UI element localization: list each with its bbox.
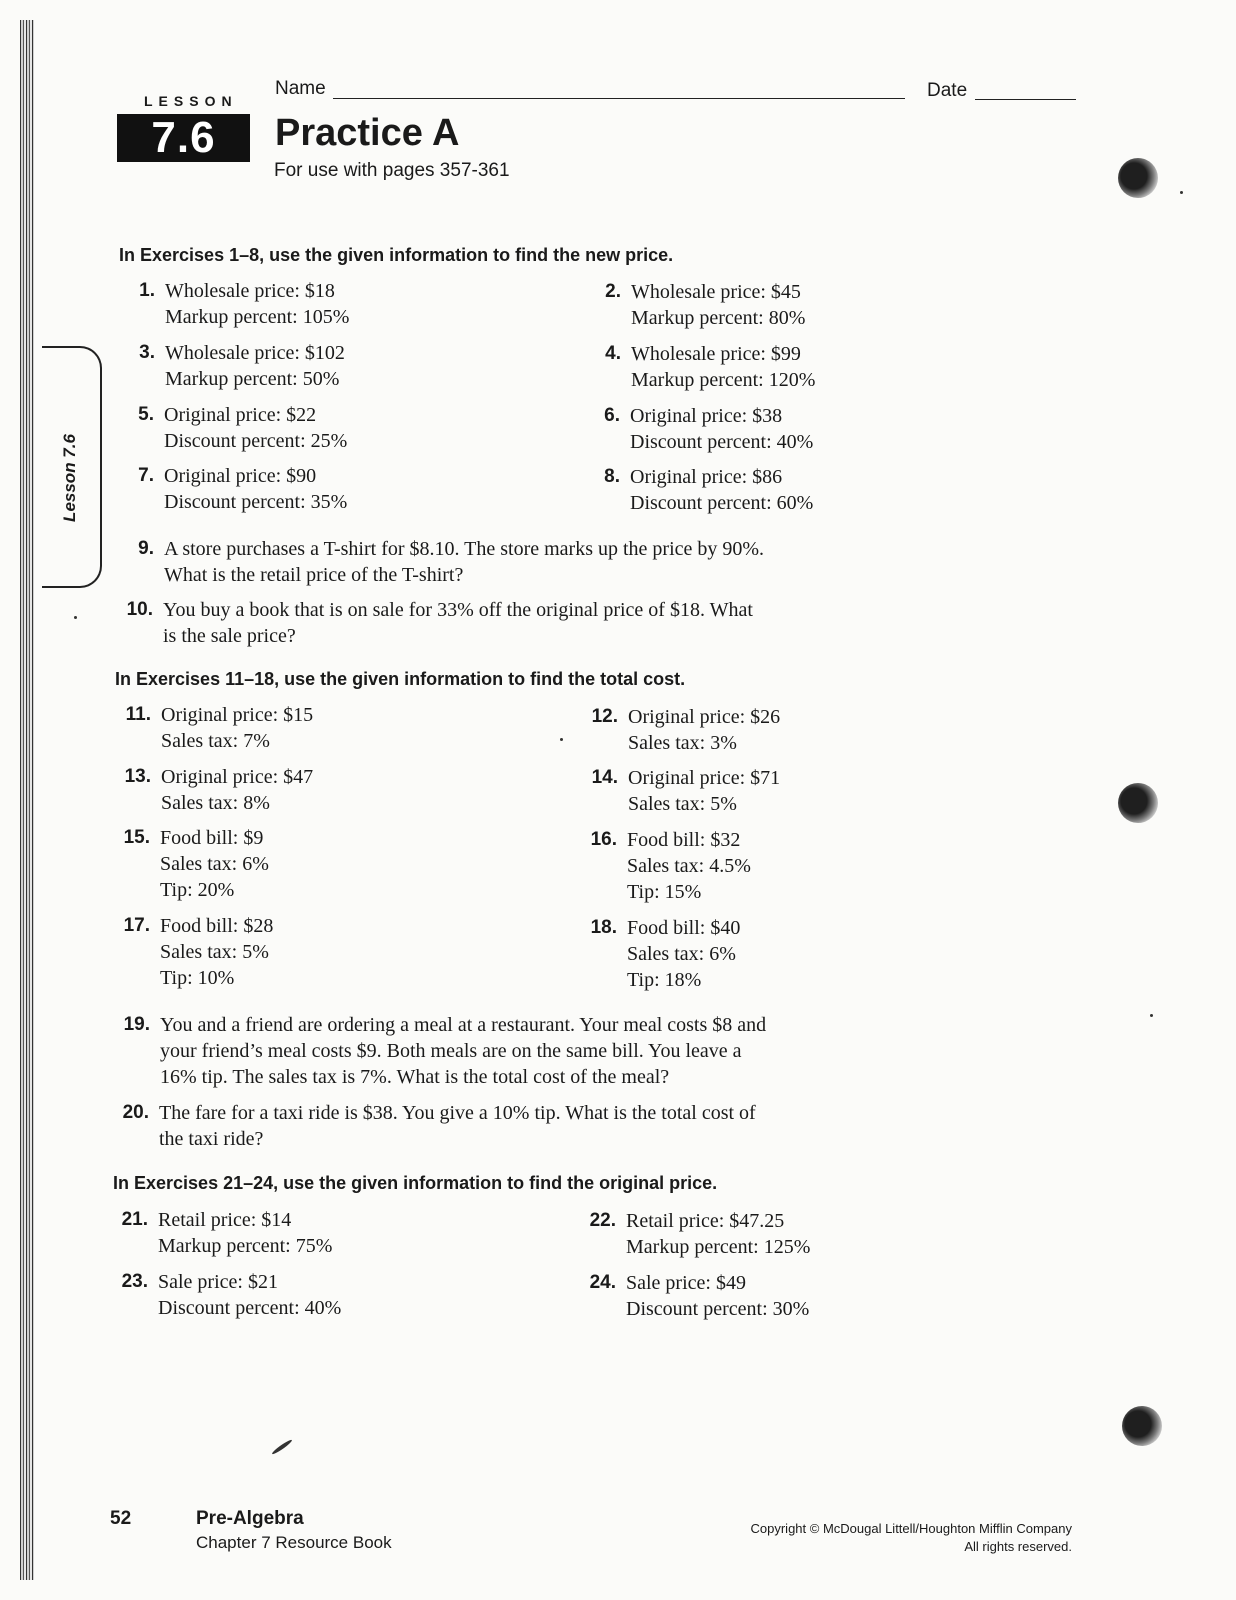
exercise-4: 4. Wholesale price: $99 Markup percent: 120% xyxy=(605,343,816,391)
exercise-13: 13. Original price: $47 Sales tax: 8% xyxy=(124,766,314,814)
exercise-6: 6. Original price: $38 Discount percent: 40% xyxy=(604,405,814,453)
lesson-number-badge: 7.6 xyxy=(117,114,250,162)
exercise-number: 1. xyxy=(139,280,155,301)
exercise-14: 14. Original price: $71 Sales tax: 5% xyxy=(591,767,781,815)
exercise-number: 23. xyxy=(121,1271,148,1292)
section-instruction: In Exercises 1–8, use the given information to find the new price. xyxy=(119,245,674,265)
exercise-number: 9. xyxy=(138,538,154,559)
exercise-1: 1. Wholesale price: $18 Markup percent: 105% xyxy=(139,280,350,328)
side-tab-label: Lesson 7.6 xyxy=(60,434,79,522)
scan-speck xyxy=(560,738,563,741)
exercise-number: 16. xyxy=(590,829,617,850)
scan-speck xyxy=(1180,191,1183,194)
punch-hole-icon xyxy=(1122,1406,1162,1446)
exercise-number: 11. xyxy=(125,704,151,725)
exercise-11: 11. Original price: $15 Sales tax: 7% xyxy=(125,704,314,752)
exercise-number: 7. xyxy=(138,465,154,486)
exercise-17: 17. Food bill: $28 Sales tax: 5% Tip: 10% xyxy=(123,915,274,989)
name-field-line[interactable] xyxy=(333,98,905,99)
exercise-number: 20. xyxy=(122,1102,149,1123)
exercise-9: 9. A store purchases a T-shirt for $8.10. The store marks up the price by 90%. What is the retail price of the T-shirt? xyxy=(138,538,765,586)
exercise-number: 13. xyxy=(124,766,151,787)
scan-speck xyxy=(271,1438,293,1455)
page-title: Practice A xyxy=(275,112,460,154)
punch-hole-icon xyxy=(1118,783,1158,823)
book-title: Pre-Algebra xyxy=(196,1508,304,1529)
exercise-number: 12. xyxy=(591,706,618,727)
book-subtitle: Chapter 7 Resource Book xyxy=(196,1533,392,1552)
exercise-number: 6. xyxy=(604,405,620,426)
exercise-number: 2. xyxy=(605,281,621,302)
date-field-line[interactable] xyxy=(975,99,1076,100)
exercise-number: 10. xyxy=(126,599,153,620)
lesson-label: LESSON xyxy=(144,93,238,109)
exercise-2: 2. Wholesale price: $45 Markup percent: 80% xyxy=(605,281,806,329)
exercise-number: 22. xyxy=(589,1210,616,1231)
scan-speck xyxy=(74,616,77,619)
exercise-number: 15. xyxy=(123,827,150,848)
exercise-number: 24. xyxy=(589,1272,616,1293)
exercise-number: 19. xyxy=(123,1014,150,1035)
exercise-12: 12. Original price: $26 Sales tax: 3% xyxy=(591,706,781,754)
copyright-notice xyxy=(700,1520,1072,1556)
exercise-5: 5. Original price: $22 Discount percent: 25% xyxy=(138,404,348,452)
exercise-18: 18. Food bill: $40 Sales tax: 6% Tip: 18% xyxy=(590,917,741,991)
copyright-line: All rights reserved. xyxy=(964,1539,1072,1554)
exercise-number: 21. xyxy=(121,1209,148,1230)
exercise-number: 8. xyxy=(604,466,620,487)
date-label: Date xyxy=(927,80,968,101)
scan-speck xyxy=(1150,1014,1153,1017)
exercise-number: 3. xyxy=(139,342,155,363)
exercise-7: 7. Original price: $90 Discount percent: 35% xyxy=(138,465,348,513)
page-subtitle: For use with pages 357-361 xyxy=(274,160,510,181)
page-number: 52 xyxy=(110,1508,132,1529)
exercise-23: 23. Sale price: $21 Discount percent: 40% xyxy=(121,1271,342,1319)
name-label: Name xyxy=(275,78,326,99)
exercise-number: 5. xyxy=(138,404,154,425)
exercise-number: 14. xyxy=(591,767,618,788)
exercise-16: 16. Food bill: $32 Sales tax: 4.5% Tip: 15% xyxy=(590,829,751,903)
exercise-number: 17. xyxy=(123,915,150,936)
section-instruction: In Exercises 21–24, use the given information to find the original price. xyxy=(113,1173,718,1193)
exercise-3: 3. Wholesale price: $102 Markup percent: 50% xyxy=(139,342,345,390)
exercise-number: 4. xyxy=(605,343,621,364)
exercise-number: 18. xyxy=(590,917,617,938)
exercise-20: 20. The fare for a taxi ride is $38. You give a 10% tip. What is the total cost of the taxi ride? xyxy=(122,1102,756,1150)
exercise-15: 15. Food bill: $9 Sales tax: 6% Tip: 20% xyxy=(123,827,269,901)
exercise-24: 24. Sale price: $49 Discount percent: 30% xyxy=(589,1272,810,1320)
section-instruction: In Exercises 11–18, use the given information to find the total cost. xyxy=(115,669,686,689)
punch-hole-icon xyxy=(1118,158,1158,198)
exercise-10: 10. You buy a book that is on sale for 33% off the original price of $18. What is the sale price? xyxy=(126,599,753,647)
exercise-19: 19. You and a friend are ordering a meal at a restaurant. Your meal costs $8 and your friend’s meal costs $9. Both meals are on the same bill. You leave a 16% tip. The sales tax is 7%. What is the total cost of the meal? xyxy=(123,1014,767,1088)
scan-binding-edge xyxy=(20,20,34,1580)
copyright-line: Copyright © McDougal Littell/Houghton Mifflin Company xyxy=(750,1521,1072,1536)
exercise-8: 8. Original price: $86 Discount percent: 60% xyxy=(604,466,814,514)
exercise-21: 21. Retail price: $14 Markup percent: 75% xyxy=(121,1209,333,1257)
exercise-22: 22. Retail price: $47.25 Markup percent: 125% xyxy=(589,1210,811,1258)
